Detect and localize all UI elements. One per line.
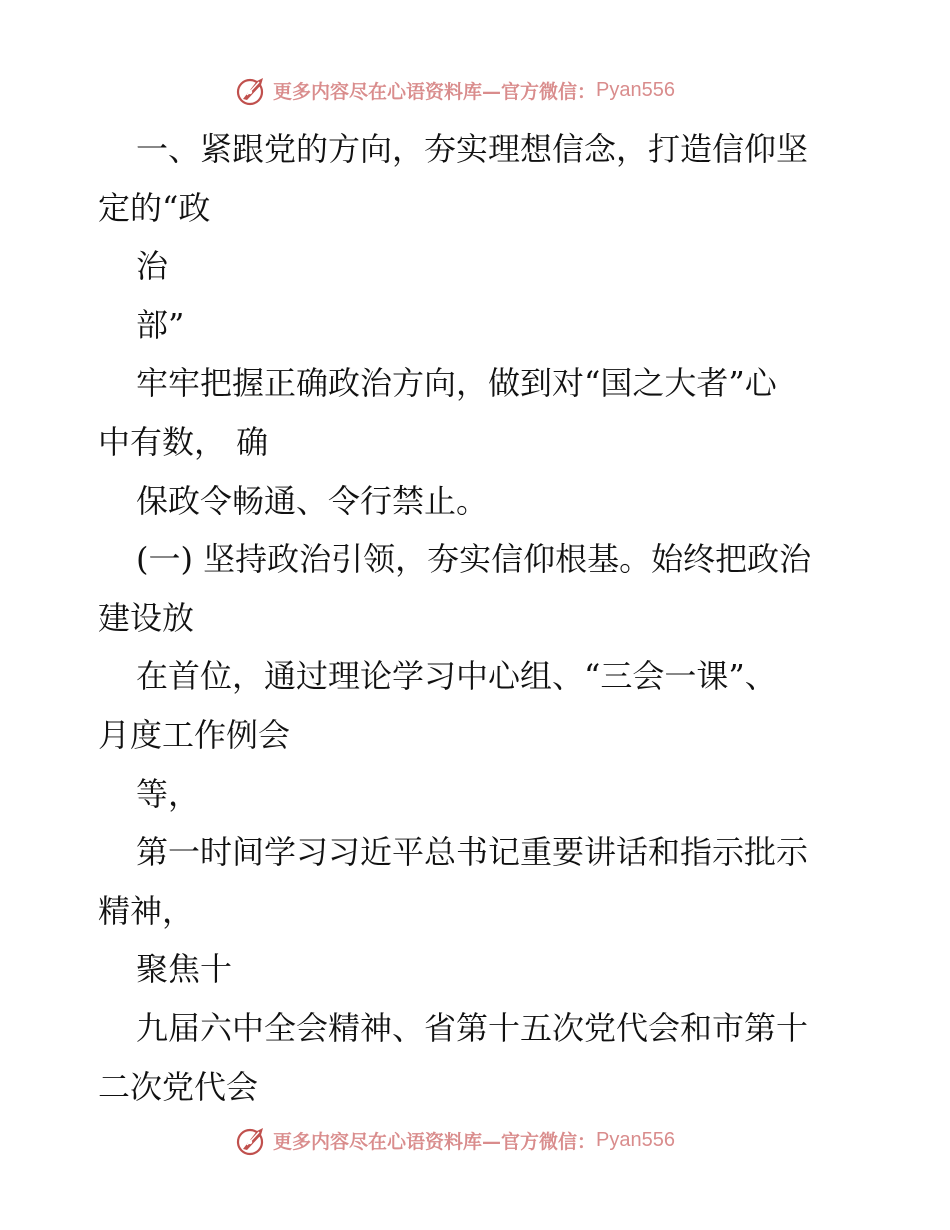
- text-line: 二次党代会: [98, 1067, 259, 1106]
- text-line: 月度工作例会: [98, 715, 291, 754]
- text-line: 等，: [136, 774, 201, 813]
- watermark-handle: Pyan556: [596, 78, 675, 101]
- text-line: 一、紧跟党的方向，夯实理想信念，打造信仰坚: [136, 130, 809, 168]
- text-line: 建设放: [98, 598, 195, 637]
- text-line: 部”: [136, 305, 185, 344]
- text-line: 治: [136, 247, 169, 286]
- watermark-text: 更多内容尽在心语资料库—官方微信：: [273, 1130, 597, 1153]
- text-line: 精神，: [98, 891, 195, 930]
- pen-nib-logo-icon: [235, 73, 269, 107]
- text-line: 第一时间学习习近平总书记重要讲话和指示批示: [136, 833, 809, 872]
- text-line: 九届六中全会精神、省第十五次党代会和市第十: [136, 1008, 809, 1047]
- text-line: 聚焦十: [136, 950, 233, 989]
- document-body: [98, 120, 858, 1116]
- footer-watermark: [235, 1122, 755, 1158]
- text-line: 保政令畅通、令行禁止。: [136, 481, 489, 520]
- text-line: 定的“政: [98, 188, 211, 227]
- header-watermark: [235, 72, 755, 108]
- watermark-text: 更多内容尽在心语资料库—官方微信：: [273, 80, 597, 103]
- pen-nib-logo-icon: [235, 1123, 269, 1157]
- text-line: (一) 坚持政治引领，夯实信仰根基。始终把政治: [136, 540, 812, 579]
- text-line: 中有数， 确: [98, 422, 269, 461]
- text-line: 在首位，通过理论学习中心组、“三会一课”、: [136, 657, 777, 696]
- text-line: 牢牢把握正确政治方向，做到对“国之大者”心: [136, 364, 777, 403]
- watermark-handle: Pyan556: [596, 1128, 675, 1151]
